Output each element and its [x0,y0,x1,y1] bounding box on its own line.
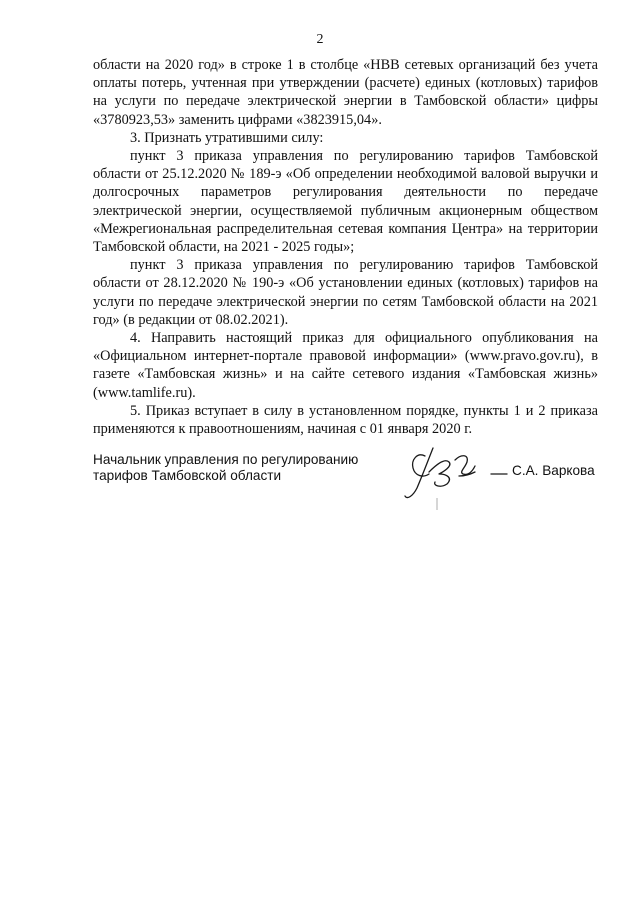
signer-name: С.А. Варкова [512,463,595,478]
document-body [93,56,598,438]
paragraph-repealed-clause-2: пункт 3 приказа управления по регулированию тарифов Тамбовской области от 28.12.2020 № 190-э «Об установлении единых (котловых) тарифов на услуги по передаче электрической энергии по сетям Тамбовской области на 2021 год» (в редакции от 08.02.2021). [93,257,598,328]
scan-artifact [436,498,438,510]
signer-position-line-2: тарифов Тамбовской области [93,467,282,483]
paragraph-continuation: области на 2020 год» в строке 1 в столбце «НВВ сетевых организаций без учета оплаты потерь, учтенная при утверждении (расчете) единых (котловых) тарифов на услуги по передаче электрической энергии в Тамбовской области» цифры «3780923,53» заменить цифрами «3823915,04». [93,57,598,128]
signer-position-line-1: Начальник управления по регулированию [93,452,359,467]
signer-position [93,452,358,483]
handwritten-signature-icon [403,444,513,504]
page-number: 2 [316,32,324,47]
paragraph-item-4: 4. Направить настоящий приказ для официального опубликования на «Официальном интернет-портале правовой информации» (www.pravo.gov.ru), в газете «Тамбовская жизнь» и на сайте сетевого издания «Тамбовская жизнь» (www.tamlife.ru). [93,330,598,401]
signature-block [93,452,598,532]
paragraph-item-5: 5. Приказ вступает в силу в установленном порядке, пункты 1 и 2 приказа применяются к правоотношениям, начиная с 01 января 2020 г. [93,402,598,438]
paragraph-repealed-clause-1: пункт 3 приказа управления по регулированию тарифов Тамбовской области от 25.12.2020 № 189-э «Об определении необходимой валовой выручки и долгосрочных параметров регулирования деятельности по передаче электрической энергии, осуществляемой публичным акционерным обществом «Межрегиональная распределительная сетевая компания Центра» на территории Тамбовской области, на 2021 - 2025 годы»; [93,148,598,256]
paragraph-item-3: 3. Признать утратившими силу: [130,129,324,146]
